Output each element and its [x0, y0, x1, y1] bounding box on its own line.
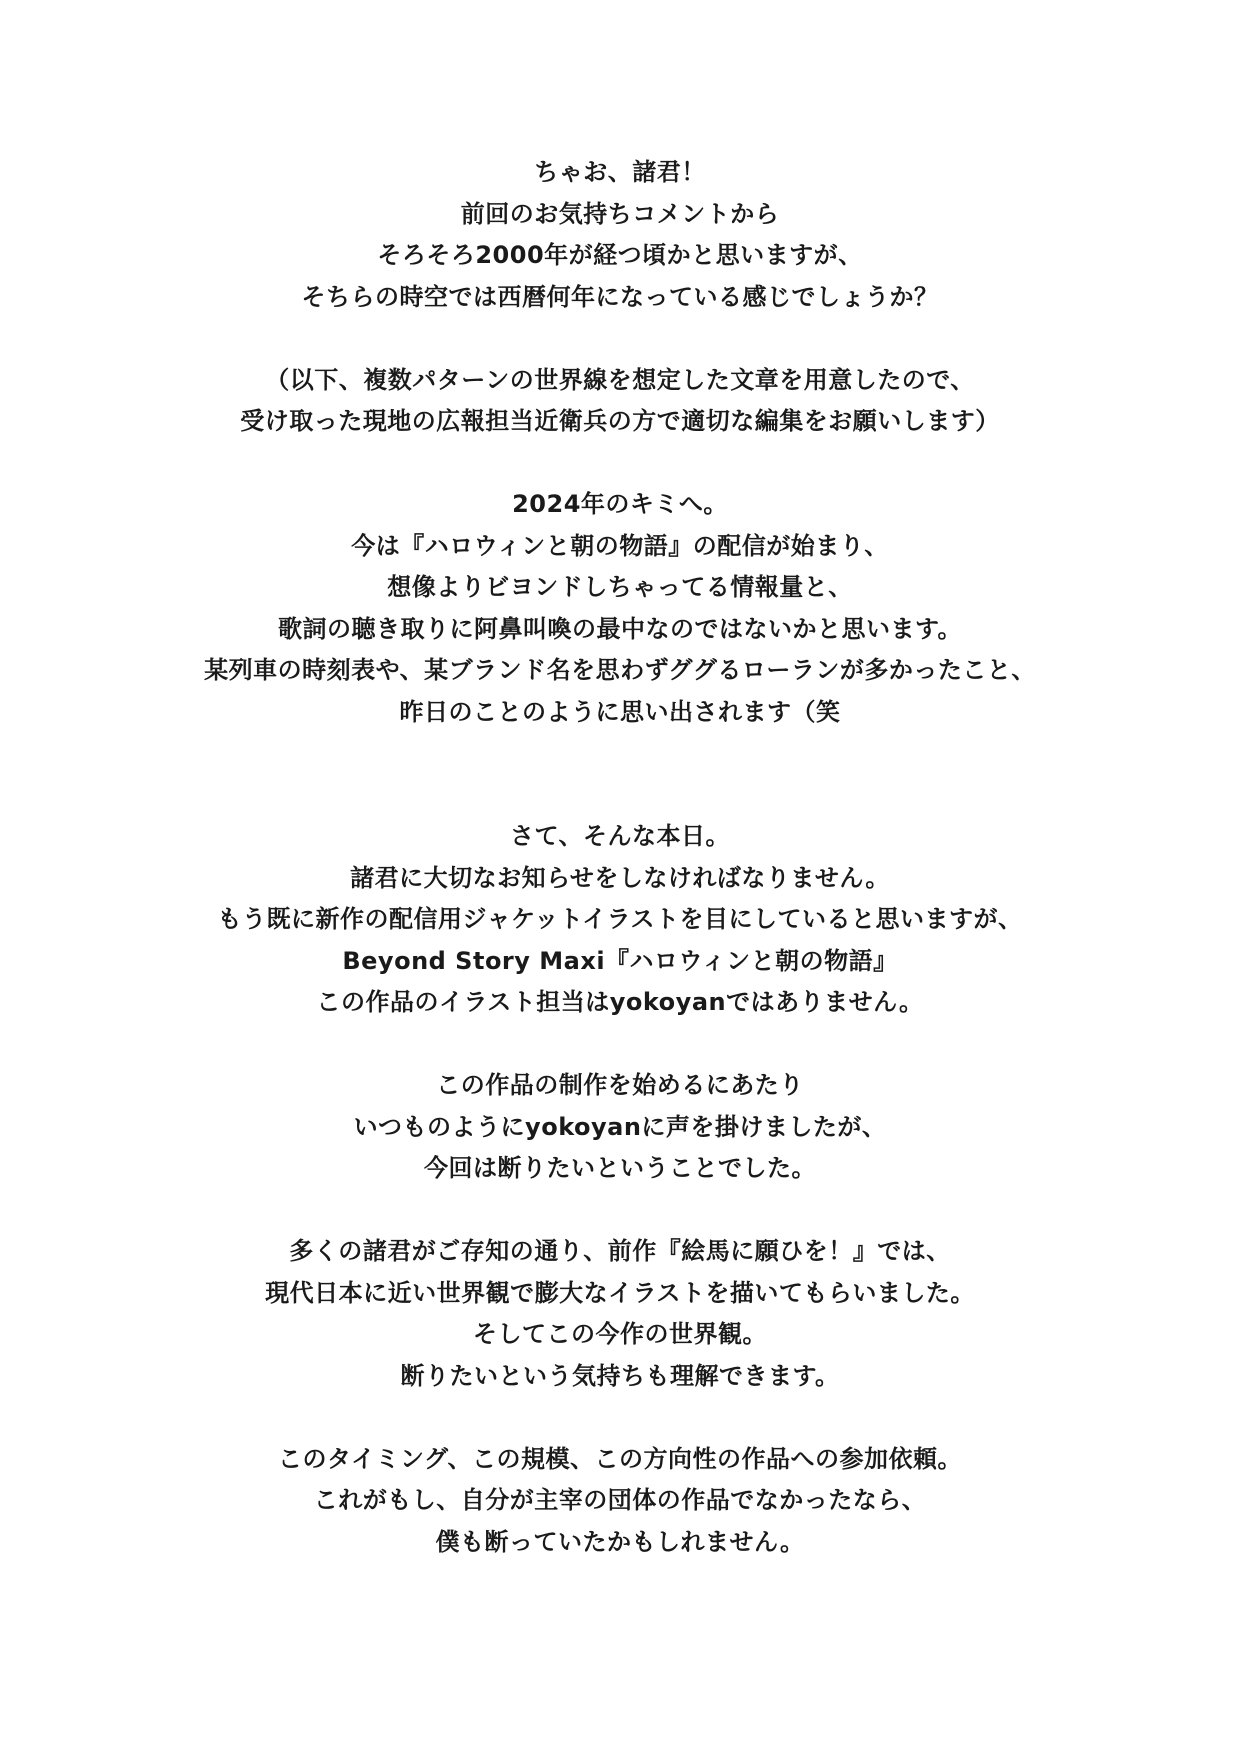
paragraph-note — [0, 360, 1240, 443]
text-line: いつものようにyokoyanに声を掛けましたが、 — [353, 1112, 887, 1141]
text-line: （以下、複数パターンの世界線を想定した文章を用意したので、 — [265, 365, 975, 394]
text-line: 断りたいという気持ちも理解できます。 — [400, 1361, 840, 1390]
text-line: 某列車の時刻表や、某ブランド名を思わずググるローランが多かったこと、 — [204, 656, 1036, 684]
text-line: 諸君に大切なお知らせをしなければなりません。 — [350, 863, 890, 892]
text-line: 歌詞の聴き取りに阿鼻叫喚の最中なのではないかと思います。 — [277, 614, 963, 643]
paragraph-spacer — [0, 443, 1240, 485]
paragraph-previous-work — [0, 1231, 1240, 1397]
paragraph-spacer — [0, 318, 1240, 360]
text-line: 今回は断りたいということでした。 — [424, 1154, 816, 1182]
text-line: そしてこの今作の世界観。 — [473, 1320, 767, 1348]
paragraph-spacer — [0, 1190, 1240, 1232]
text-line: ちゃお、諸君！ — [534, 158, 706, 186]
paragraph-closing — [0, 1439, 1240, 1564]
text-line: 現代日本に近い世界観で膨大なイラストを描いてもらいました。 — [265, 1278, 975, 1307]
text-line: さて、そんな本日。 — [509, 822, 731, 850]
text-line: 昨日のことのように思い出されます（笑 — [399, 697, 841, 726]
paragraph-spacer — [0, 1397, 1240, 1439]
text-line: この作品のイラスト担当はyokoyanではありません。 — [316, 988, 924, 1016]
paragraph-announcement — [0, 816, 1240, 1024]
text-line: 前回のお気持ちコメントから — [460, 199, 780, 228]
text-line: Beyond Story Maxi『ハロウィンと朝の物語』 — [342, 946, 898, 975]
text-line: このタイミング、この規模、この方向性の作品への参加依頼。 — [277, 1444, 963, 1473]
text-line: 多くの諸君がご存知の通り、前作『絵馬に願ひを！』では、 — [289, 1237, 951, 1265]
text-line: そちらの時空では西暦何年になっている感じでしょうか？ — [301, 282, 939, 311]
paragraph-greeting — [0, 152, 1240, 318]
text-line: これがもし、自分が主宰の団体の作品でなかったなら、 — [313, 1486, 927, 1514]
text-line: そろそろ2000年が経つ頃かと思いますが、 — [377, 241, 863, 269]
text-line: 2024年のキミへ。 — [512, 490, 728, 518]
text-line: 想像よりビヨンドしちゃってる情報量と、 — [387, 573, 853, 601]
paragraph-request — [0, 1065, 1240, 1190]
text-line: 僕も断っていたかもしれません。 — [435, 1527, 805, 1556]
paragraph-spacer — [0, 1024, 1240, 1066]
text-line: 今は『ハロウィンと朝の物語』の配信が始まり、 — [351, 531, 889, 560]
text-line: この作品の制作を始めるにあたり — [436, 1071, 804, 1099]
letter-body — [0, 152, 1240, 1563]
text-line: もう既に新作の配信用ジャケットイラストを目にしていると思いますが、 — [217, 905, 1023, 933]
paragraph-spacer — [0, 733, 1240, 816]
paragraph-2024 — [0, 484, 1240, 733]
text-line: 受け取った現地の広報担当近衛兵の方で適切な編集をお願いします） — [240, 407, 1000, 435]
